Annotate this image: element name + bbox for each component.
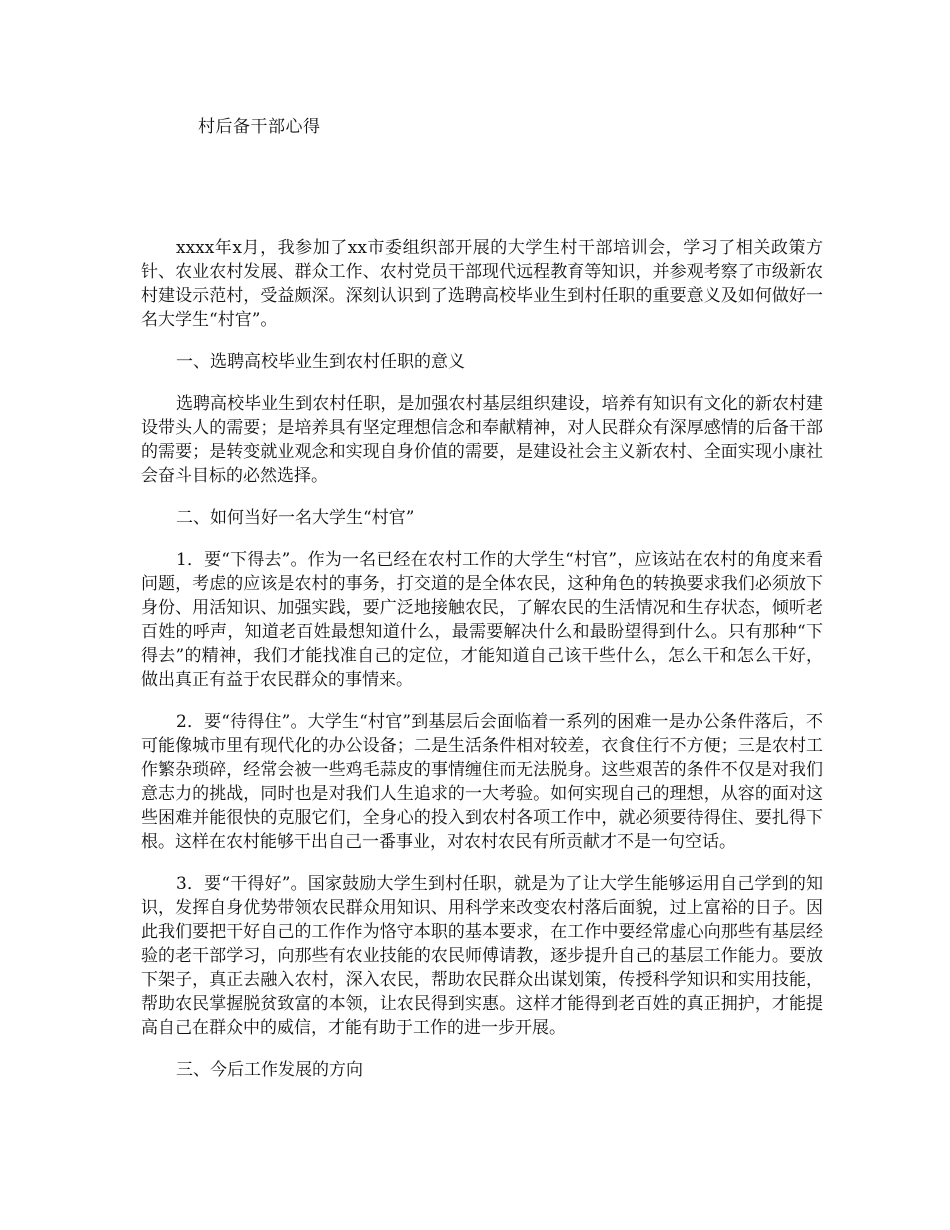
point-3-paragraph: 3．要“干得好”。国家鼓励大学生到村任职，就是为了让大学生能够运用自己学到的知识，发挥自身优势带领农民群众用知识、用科学来改变农村落后面貌，过上富裕的日子。因此我们要把干好自己的工作作为恪守本职的基本要求，在工作中要经常虚心向那些有基层经验的老干部学习，向那些有农业技能的农民师傅请教，逐步提升自己的基层工作能力。要放下架子，真正去融入农村，深入农民，帮助农民群众出谋划策，传授科学知识和实用技能，帮助农民掌握脱贫致富的本领，让农民得到实惠。这样才能得到老百姓的真正拥护，才能提高自己在群众中的威信，才能有助于工作的进一步开展。 [141, 874, 823, 1038]
section-1-paragraph: 选聘高校毕业生到农村任职，是加强农村基层组织建设，培养有知识有文化的新农村建设带头人的需要；是培养具有坚定理想信念和奉献精神，对人民群众有深厚感情的后备干部的需要；是转变就业观念和实现自身价值的需要，是建设社会主义新农村、全面实现小康社会奋斗目标的必然选择。 [141, 394, 823, 486]
section-heading-2: 二、如何当好一名大学生“村官” [176, 508, 415, 528]
point-1-paragraph: 1．要“下得去”。作为一名已经在农村工作的大学生“村官”，应该站在农村的角度来看问题，考虑的应该是农村的事务，打交道的是全体农民，这种角色的转换要求我们必须放下身份、用活知识、加强实践，要广泛地接触农民，了解农民的生活情况和生存状态，倾听老百姓的呼声，知道老百姓最想知道什么，最需要解决什么和最盼望得到什么。只有那种“下得去”的精神，我们才能找准自己的定位，才能知道自己该干些什么，怎么干和怎么干好，做出真正有益于农民群众的事情来。 [141, 550, 823, 690]
document-body [141, 236, 823, 1082]
document-title: 村后备干部心得 [198, 117, 321, 137]
intro-paragraph: xxxx年x月，我参加了xx市委组织部开展的大学生村干部培训会，学习了相关政策方针、农业农村发展、群众工作、农村党员干部现代远程教育等知识，并参观考察了市级新农村建设示范村，受益颇深。深刻认识到了选聘高校毕业生到村任职的重要意义及如何做好一名大学生“村官”。 [141, 238, 823, 330]
section-heading-3: 三、今后工作发展的方向 [176, 1060, 363, 1080]
section-heading-1: 一、选聘高校毕业生到农村任职的意义 [176, 352, 465, 372]
point-2-paragraph: 2．要“待得住”。大学生“村官”到基层后会面临着一系列的困难一是办公条件落后，不可能像城市里有现代化的办公设备；二是生活条件相对较差，衣食住行不方便；三是农村工作繁杂琐碎，经常会被一些鸡毛蒜皮的事情缠住而无法脱身。这些艰苦的条件不仅是对我们意志力的挑战，同时也是对我们人生追求的一大考验。如何实现自己的理想，从容的面对这些困难并能很快的克服它们，全身心的投入到农村各项工作中，就必须要待得住、要扎得下根。这样在农村能够干出自己一番事业，对农村农民有所贡献才不是一句空话。 [141, 712, 823, 852]
